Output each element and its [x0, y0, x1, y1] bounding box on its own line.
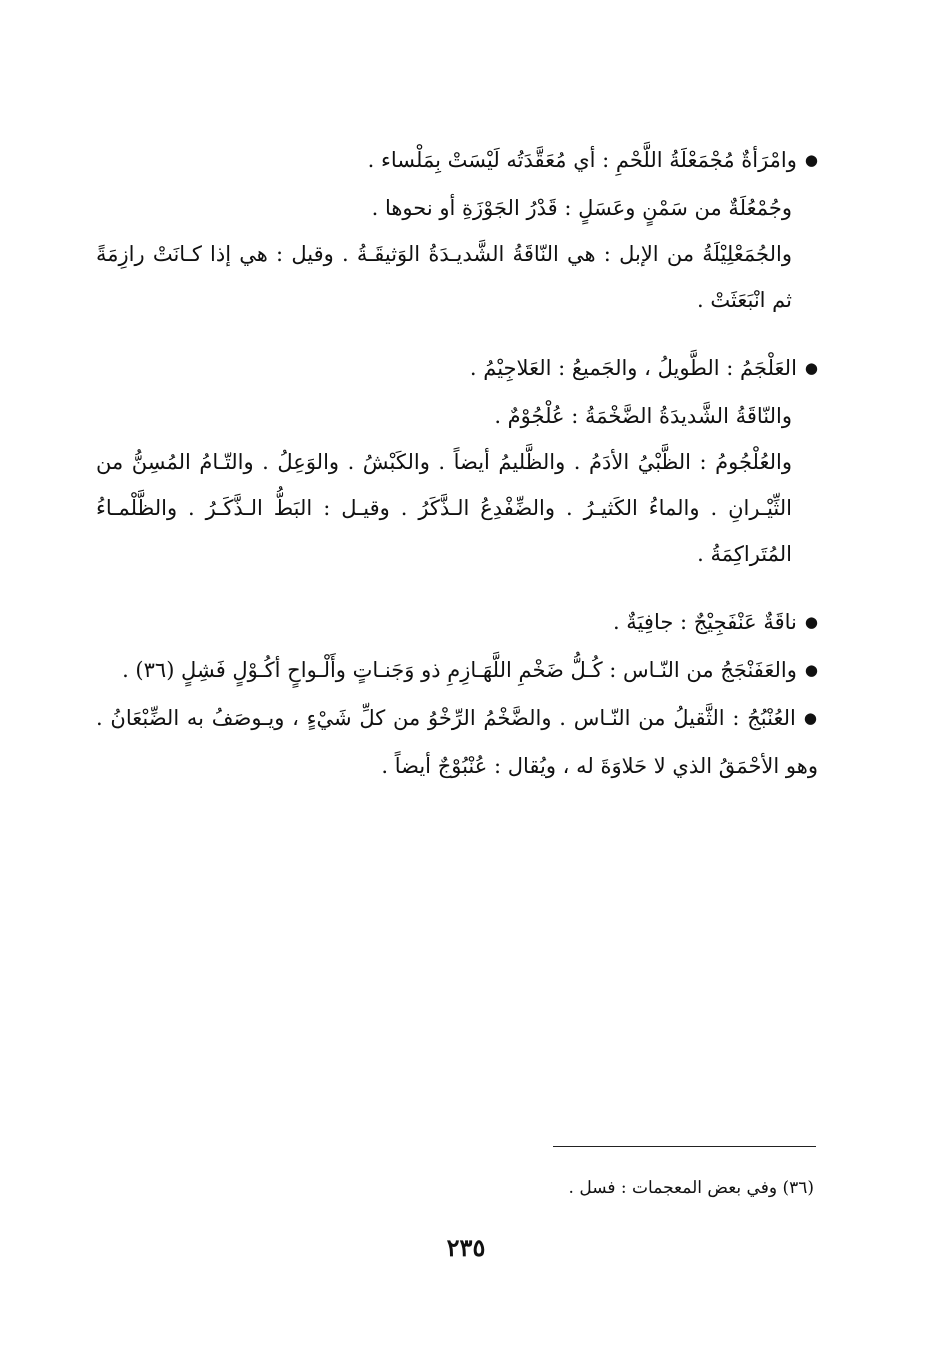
entry-anfajij: ● ناقَةٌ عَنْفَجِيْجٌ : جافِيَةٌ . — [96, 599, 818, 647]
entry-naqa-uljum: والنّاقَةُ الشَّديدَةُ الضَّخْمَةُ : عُلْجُوْمٌ . — [494, 404, 792, 428]
main-text — [96, 137, 818, 789]
spacer — [96, 323, 818, 345]
entry-jumula: وجُمْعُلَةٌ من سَمْنٍ وعَسَلٍ : قَدْرُ الجَوْزَةِ أو نحوها . — [371, 196, 792, 220]
spacer — [96, 577, 818, 599]
entry-afanjaj: ● والعَفَنْجَجُ من النّـاس : كُـلُّ ضَخْمِ اللَّهَـازِمِ ذو وَجَنـاتٍ وأَلْـواحٍ أكُـوْلٍ فَشِلٍ (٣٦) . — [96, 647, 818, 695]
page-number: ٢٣٥ — [446, 1233, 486, 1262]
entry-unbuj: ● العُنْبُجُ : الثَّقيلُ من النّـاس . والضَّخْمُ الرِّخْوُ من كلِّ شَيْءٍ ، ويـوصَفُ به الضِّبْعَانُ . وهو الأحْمَقُ الذي لا حَلاوَةَ له ، ويُقال : عُنْبُوْجٌ أيضاً . — [96, 695, 818, 789]
entry-uljum: والعُلْجُومُ : الظَّبْيُ الأدَمُ . والظَّليمُ أيضاً . والكَبْشُ . والوَعِلُ . والتّـامُ المُسِنُّ من الثِّيْـرانِ . والماءُ الكَثيـرُ . والضِّفْدِعُ الـذَّكَرُ . وقيـل : البَطُّ الـذَّكَـرُ . والظَّلْمـاءُ المُتَراكِمَةُ . — [96, 450, 792, 566]
footnote-divider — [553, 1146, 816, 1147]
entry-majmala: ● وامْرَأةٌ مُجْمَعْلَةُ اللَّحْمِ : أي مُعَقَّدَتُه لَيْسَتْ بِمَلْساء . — [96, 137, 818, 185]
entry-jumaliyla: والجُمَعْلِيْلَةُ من الإبل : هي النّاقَةُ الشَّديـدَةُ الوَثيقَـةُ . وقيل : هي إذا كـانَتْ رازِمَةً ثم انْبَعَثَتْ . — [96, 242, 792, 312]
entry-aljam: ● العَلْجَمُ : الطَّويلُ ، والجَميعُ : العَلاجِيْمُ . — [96, 345, 818, 393]
footnote: (٣٦) وفي بعض المعجمات : فسل . — [568, 1178, 814, 1198]
